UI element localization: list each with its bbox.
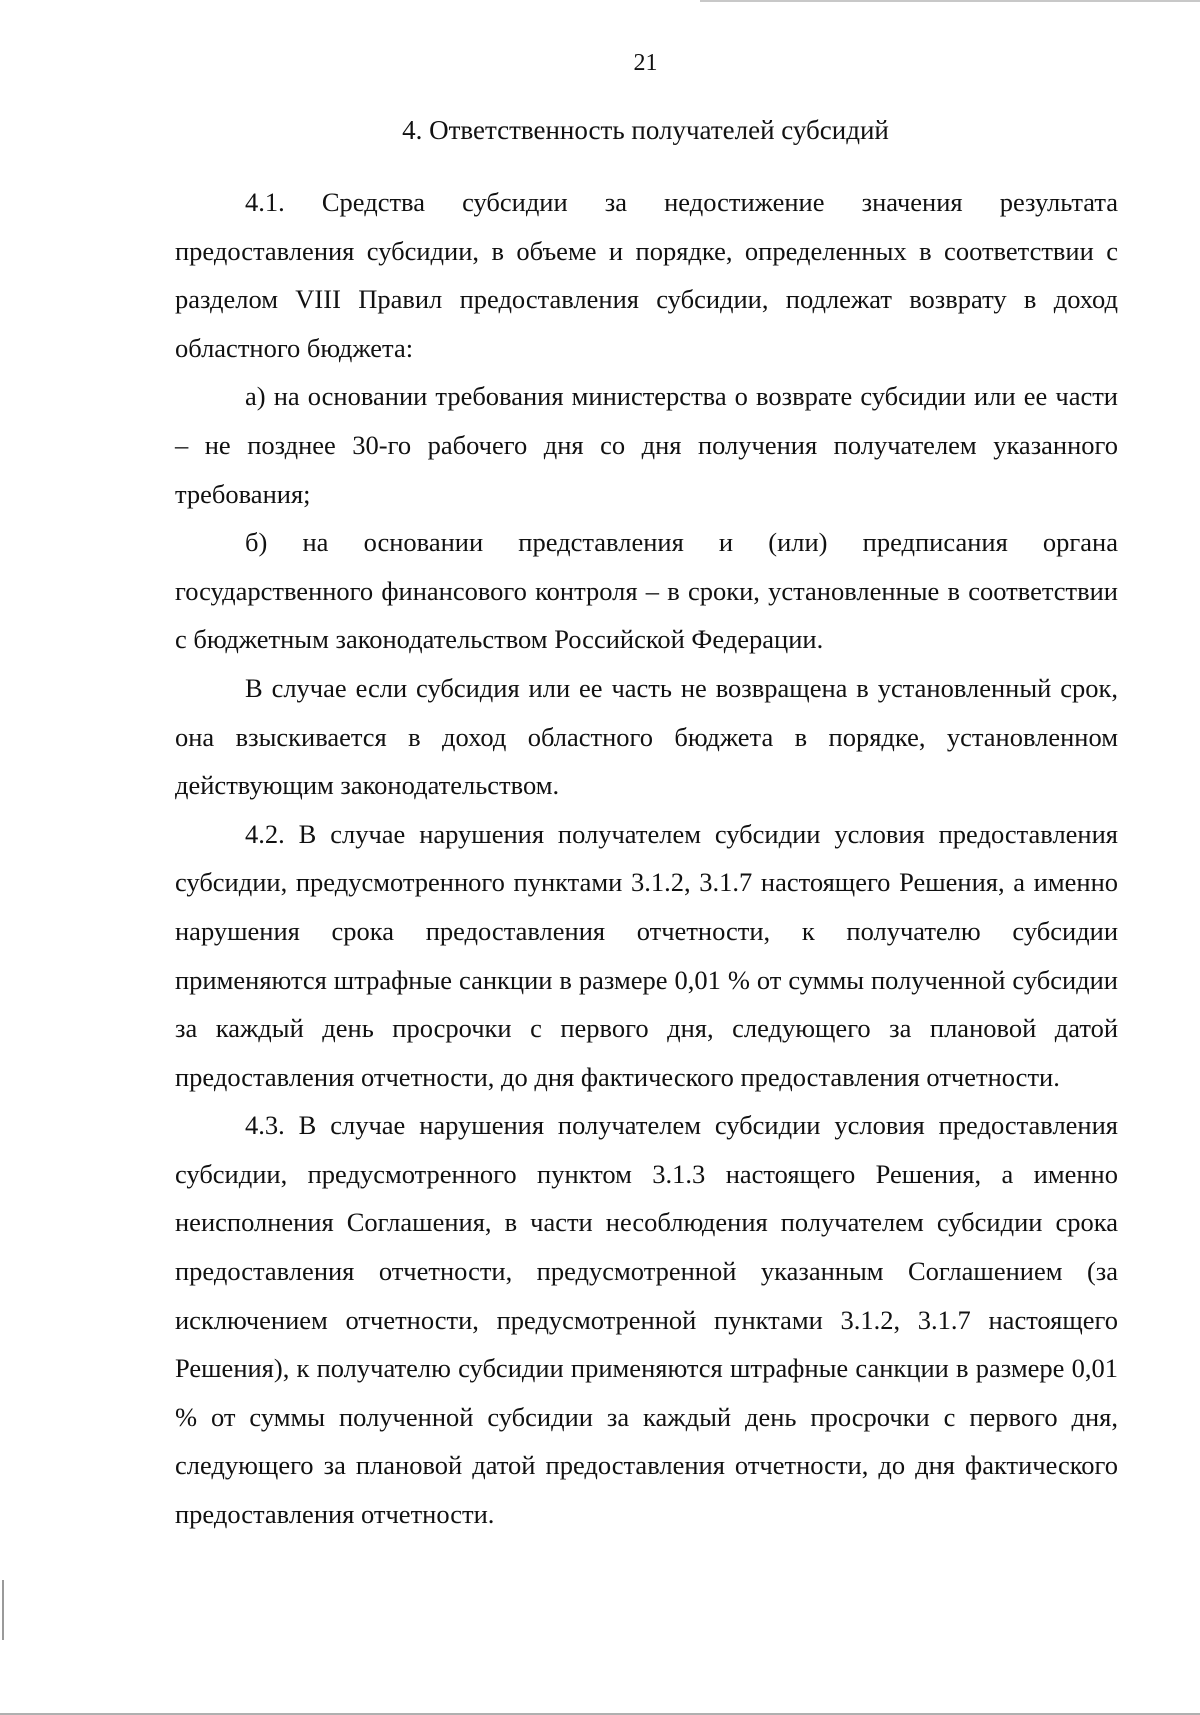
left-edge-mark: [2, 1580, 4, 1640]
section-title: 4. Ответственность получателей субсидий: [402, 115, 889, 145]
document-body: [175, 178, 1118, 1539]
paragraph-4-1-b: б) на основании представления и (или) предписания органа государственного финансового контроля – в сроки, установленные в соответствии с бюджетным законодательством Российской Федерации.: [175, 527, 1118, 655]
paragraph-4-3: 4.3. В случае нарушения получателем субсидии условия предоставления субсидии, предусмотренного пунктом 3.1.3 настоящего Решения, а именно неисполнения Соглашения, в части несоблюдения получателем субсидии срока предоставления отчетности, предусмотренной указанным Соглашением (за исключением отчетности, предусмотренной пунктами 3.1.2, 3.1.7 настоящего Решения), к получателю субсидии применяются штрафные санкции в размере 0,01 % от суммы полученной субсидии за каждый день просрочки с первого дня, следующего за плановой датой предоставления отчетности, до дня фактического предоставления отчетности.: [175, 1110, 1118, 1530]
paragraph-4-1: 4.1. Средства субсидии за недостижение значения результата предоставления субсидии, в объеме и порядке, определенных в соответствии с разделом VIII Правил предоставления субсидии, подлежат возврату в доход областного бюджета:: [175, 187, 1118, 363]
top-edge-line: [700, 0, 1200, 2]
page-number: 21: [633, 50, 658, 76]
paragraph-4-2: 4.2. В случае нарушения получателем субсидии условия предоставления субсидии, предусмотренного пунктами 3.1.2, 3.1.7 настоящего Решения, а именно нарушения срока предоставления отчетности, к получателю субсидии применяются штрафные санкции в размере 0,01 % от суммы полученной субсидии за каждый день просрочки с первого дня, следующего за плановой датой предоставления отчетности, до дня фактического предоставления отчетности.: [175, 818, 1118, 1092]
paragraph-4-1-recovery: В случае если субсидия или ее часть не возвращена в установленный срок, она взыскивается в доход областного бюджета в порядке, установленном действующим законодательством.: [175, 672, 1118, 801]
paragraph-4-1-a: а) на основании требования министерства о возврате субсидии или ее части – не позднее 30-го рабочего дня со дня получения получателем указанного требования;: [175, 381, 1118, 509]
